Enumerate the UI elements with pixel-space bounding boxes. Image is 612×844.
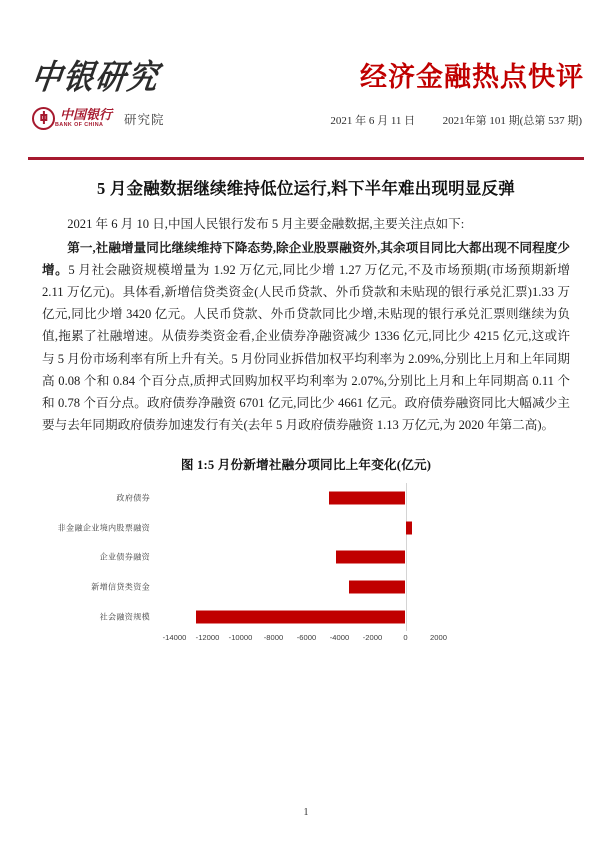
bank-identity	[32, 107, 165, 130]
paragraph-point-one	[42, 237, 570, 437]
chart-bar-row	[57, 513, 455, 543]
x-axis-tick-label: -14000	[162, 633, 187, 643]
issue-line	[330, 112, 582, 128]
chart-bar-row	[99, 602, 455, 632]
chart-bar	[336, 551, 406, 564]
chart-category-label: 社会融资规模	[99, 612, 150, 622]
masthead	[28, 52, 584, 160]
chart-plot-area	[57, 483, 455, 631]
x-axis-tick-label: -6000	[296, 633, 317, 643]
x-axis-tick-label: -8000	[263, 633, 284, 643]
masthead-divider	[28, 157, 584, 160]
chart-category-label: 非金融企业境内股票融资	[57, 523, 150, 533]
x-axis-tick-label: -10000	[228, 633, 253, 643]
figure-caption: 图 1:5 月份新增社融分项同比上年变化(亿元)	[180, 458, 432, 473]
x-axis-tick-label: 2000	[430, 633, 447, 643]
bar-chart	[50, 483, 455, 631]
chart-bar-row	[91, 572, 455, 602]
x-axis-tick-label: -4000	[329, 633, 350, 643]
article-body	[42, 213, 570, 436]
paragraph-intro	[42, 213, 570, 235]
page-number: 1	[303, 807, 309, 818]
x-axis-tick-label: 0	[403, 633, 408, 643]
publication-date: 2021 年 6 月 11 日	[330, 115, 416, 127]
figure-1	[42, 454, 570, 658]
chart-bar	[349, 581, 405, 594]
document-page	[0, 52, 612, 844]
chart-category-label: 企业债券融资	[99, 552, 150, 562]
issue-number: 2021年第 101 期(总第 537 期)	[442, 115, 582, 127]
bank-name-en: BANK OF CHINA	[55, 122, 104, 129]
page-title: 5 月金融数据继续维持低位运行,料下半年难出现明显反弹	[97, 179, 515, 198]
x-axis-tick-label: -2000	[362, 633, 383, 643]
brand-wordmark: 中银研究	[28, 59, 163, 97]
article	[42, 160, 570, 658]
x-axis-tick-label: -12000	[195, 633, 220, 643]
chart-category-label: 政府债券	[116, 493, 150, 503]
x-axis-ticks	[158, 633, 455, 649]
bank-name-cn: 中国银行	[60, 107, 113, 123]
chart-bar	[406, 521, 413, 534]
bank-of-china-logo-icon	[32, 107, 55, 130]
paragraph-lead: 第一,社融增量同比继续维持下降态势,除企业股票融资外,其余项目同比大都出现不同程度少增。	[42, 240, 570, 277]
institute-name: 研究院	[124, 112, 165, 127]
paragraph-body-text: 5 月社会融资规模增量为 1.92 万亿元,同比少增 1.27 万亿元,不及市场预期(市场预期新增 2.11 万亿元)。具体看,新增信贷类资金(人民币贷款、外币贷款和未贴现的银行承兑汇票)1.33 万亿元,同比少增 3420 亿元。人民币贷款、外币贷款同比少增,未贴现的银行承兑汇票则继续为负值,拖累了社融增速。从债券类资金看,企业债券净融资减少 1336 亿元,同比少 4215 亿元,这或许与 5 月份市场利率有所上升有关。5 月份同业拆借加权平均利率为 2.09%,分别比上月和上年同期高 0.08 个和 0.84 个百分点,质押式回购加权平均利率为 2.07%,分别比上月和上年同期高 0.11 个和 0.78 个百分点。政府债券净融资 6701 亿元,同比少 4661 亿元。政府债券融资同比大幅减少主要与去年同期政府债券加速发行有关(去年 5 月政府债券融资 1.13 万亿元,为 2020 年第二高)。	[42, 262, 571, 433]
chart-bar	[196, 610, 406, 623]
paragraph-intro-text: 2021 年 6 月 10 日,中国人民银行发布 5 月主要金融数据,主要关注点如下:	[67, 217, 465, 232]
page-footer	[0, 807, 612, 818]
journal-title: 经济金融热点快评	[360, 62, 584, 92]
chart-bar-row	[99, 543, 455, 573]
chart-bar	[329, 492, 406, 505]
chart-container	[42, 483, 570, 658]
chart-category-label: 新增信贷类资金	[91, 582, 150, 592]
bank-name-group	[55, 108, 112, 128]
chart-bar-row	[116, 483, 455, 513]
